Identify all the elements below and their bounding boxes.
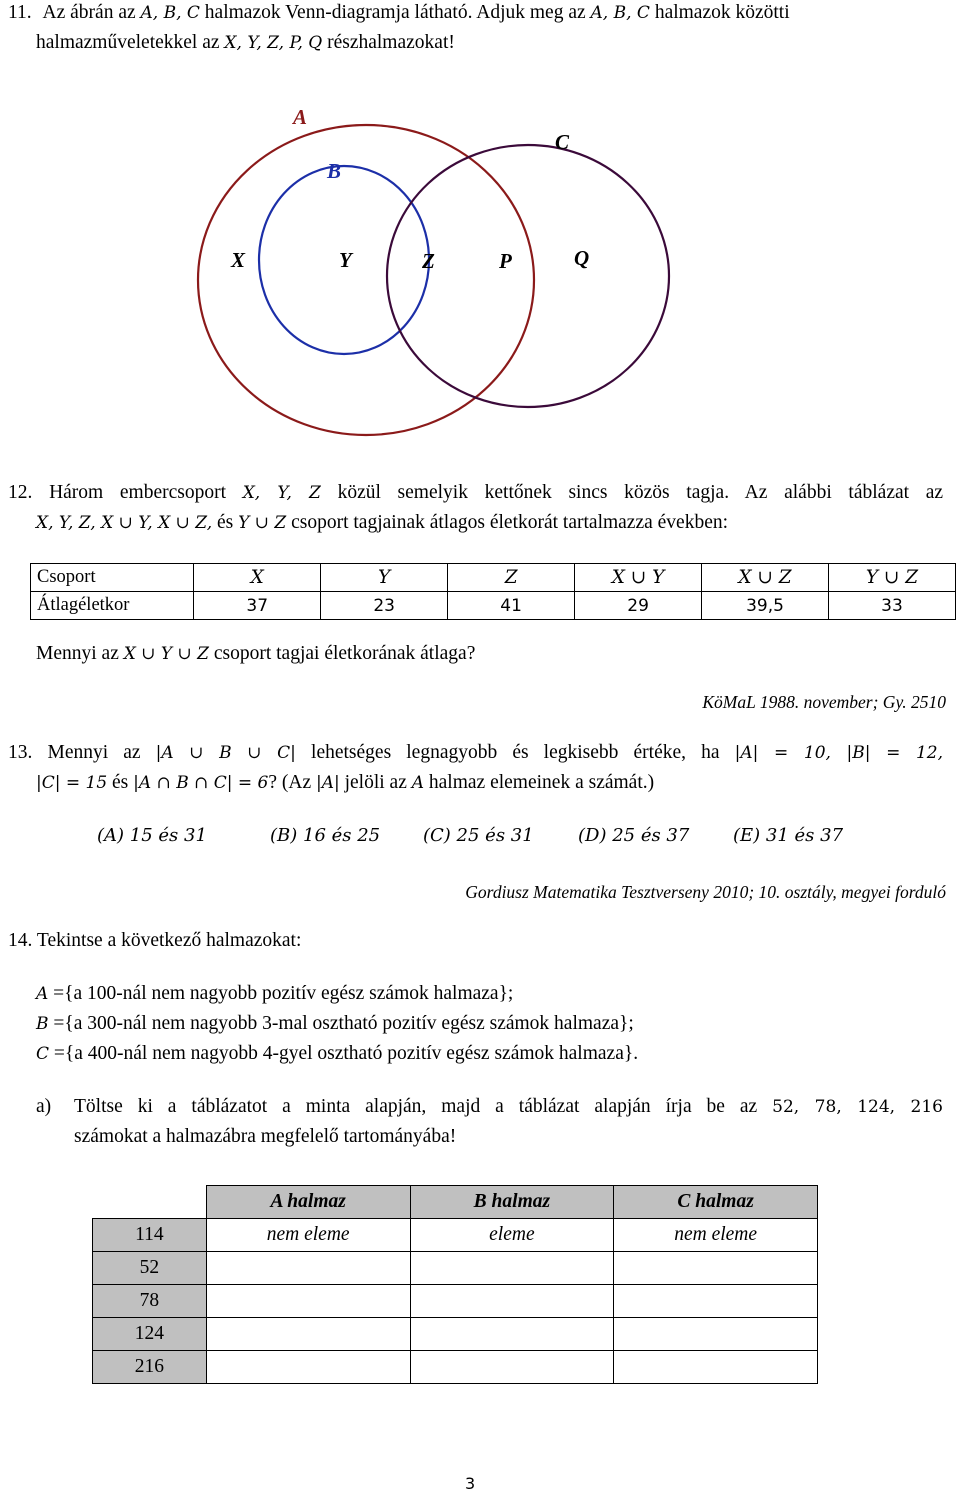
table-row [93, 1285, 818, 1318]
problem-12-line-1: 12. Három embercsoport X, Y, Z közül semelyik kettőnek sincs közös tagja. Az alábbi táblázat az [8, 482, 944, 503]
table-cell[interactable] [410, 1318, 614, 1351]
problem-13-line-1: 13. Mennyi az |A ∪ B ∪ C| lehetséges legnagyobb és legkisebb értéke, ha |A| = 10, |B| = 12, [8, 742, 944, 763]
table-row [93, 1219, 818, 1252]
part-a-line-1: Töltse ki a táblázatot a minta alapján, majd a táblázat alapján írja be az 52, 78, 124, 216 [74, 1096, 943, 1117]
membership-table [92, 1185, 818, 1384]
table-cell[interactable] [614, 1285, 818, 1318]
set-b-definition: B ={a 300-nál nem nagyobb 3-mal osztható pozitív egész számok halmaza}; [36, 1013, 634, 1034]
label-b: B [327, 159, 342, 183]
age-table [30, 563, 956, 620]
part-a-label: a) [36, 1096, 52, 1117]
table-row [93, 1252, 818, 1285]
set-c-circle [387, 145, 669, 407]
table-cell: X [194, 564, 321, 592]
row-header: 52 [93, 1252, 207, 1285]
table-cell[interactable] [410, 1285, 614, 1318]
table-cell: 39,5 [702, 592, 829, 620]
table-cell: Y ∪ Z [829, 564, 956, 592]
table-cell[interactable] [206, 1252, 410, 1285]
set-c-definition: C ={a 400-nál nem nagyobb 4-gyel osztható pozitív egész számok halmaza}. [36, 1043, 639, 1064]
region-p: P [499, 249, 512, 273]
column-header: C halmaz [614, 1186, 818, 1219]
region-q: Q [574, 246, 590, 270]
age-table-header-row [31, 564, 956, 592]
table-cell[interactable] [614, 1252, 818, 1285]
table-cell: Csoport [31, 564, 194, 592]
problem-13-line-2: |C| = 15 és |A ∩ B ∩ C| = 6? (Az |A| jelöli az A halmaz elemeinek a számát.) [36, 772, 655, 793]
table-cell[interactable] [614, 1351, 818, 1384]
answer-option-b: (B) 16 és 25 [270, 825, 381, 846]
answer-option-a: (A) 15 és 31 [97, 825, 207, 846]
table-cell: 29 [575, 592, 702, 620]
venn-diagram [0, 0, 960, 460]
table-cell[interactable] [410, 1252, 614, 1285]
table-cell[interactable] [410, 1351, 614, 1384]
table-cell[interactable] [206, 1318, 410, 1351]
table-cell[interactable]: eleme [410, 1219, 614, 1252]
problem-12-line-2: X, Y, Z, X ∪ Y, X ∪ Z, és Y ∪ Z csoport tagjainak átlagos életkorát tartalmazza években: [36, 512, 729, 533]
problem-13-source: Gordiusz Matematika Tesztverseny 2010; 10. osztály, megyei forduló [465, 882, 946, 902]
table-cell[interactable] [206, 1285, 410, 1318]
table-cell[interactable] [206, 1351, 410, 1384]
table-cell[interactable]: nem eleme [614, 1219, 818, 1252]
table-cell: Átlagéletkor [31, 592, 194, 620]
problem-11-line-2: halmazműveletekkel az X, Y, Z, P, Q részhalmazokat! [36, 32, 455, 53]
table-cell: X ∪ Y [575, 564, 702, 592]
region-y: Y [339, 248, 352, 272]
table-cell: 37 [194, 592, 321, 620]
row-header: 216 [93, 1351, 207, 1384]
page-number: 3 [465, 1474, 476, 1493]
region-x: X [231, 248, 246, 272]
table-cell: X ∪ Z [702, 564, 829, 592]
table-cell: 41 [448, 592, 575, 620]
label-c: C [555, 130, 570, 154]
part-a-line-2: számokat a halmazábra megfelelő tartományába! [74, 1126, 457, 1147]
problem-11-line-1: 11. Az ábrán az A, B, C halmazok Venn-diagramja látható. Adjuk meg az A, B, C halmazok közötti [8, 2, 790, 23]
problem-12-question: Mennyi az X ∪ Y ∪ Z csoport tagjai életkorának átlaga? [36, 643, 476, 664]
table-cell[interactable]: nem eleme [206, 1219, 410, 1252]
region-z: Z [422, 249, 435, 273]
table-row [93, 1351, 818, 1384]
answer-option-e: (E) 31 és 37 [733, 825, 844, 846]
row-header: 124 [93, 1318, 207, 1351]
label-a: A [293, 105, 308, 129]
table-row [93, 1318, 818, 1351]
answer-option-c: (C) 25 és 31 [423, 825, 534, 846]
set-a-definition: A ={a 100-nál nem nagyobb pozitív egész számok halmaza}; [36, 983, 514, 1004]
table-cell[interactable] [614, 1318, 818, 1351]
table-cell: 23 [321, 592, 448, 620]
column-header: B halmaz [410, 1186, 614, 1219]
column-header: A halmaz [206, 1186, 410, 1219]
table-cell [93, 1186, 207, 1219]
problem-14-intro: 14. Tekintse a következő halmazokat: [8, 930, 302, 951]
set-a-circle [198, 125, 534, 435]
age-table-value-row [31, 592, 956, 620]
table-cell: Z [448, 564, 575, 592]
row-header: 114 [93, 1219, 207, 1252]
problem-12-source: KöMaL 1988. november; Gy. 2510 [702, 692, 946, 712]
table-cell: 33 [829, 592, 956, 620]
row-header: 78 [93, 1285, 207, 1318]
table-cell: Y [321, 564, 448, 592]
membership-table-header [93, 1186, 818, 1219]
answer-option-d: (D) 25 és 37 [578, 825, 690, 846]
